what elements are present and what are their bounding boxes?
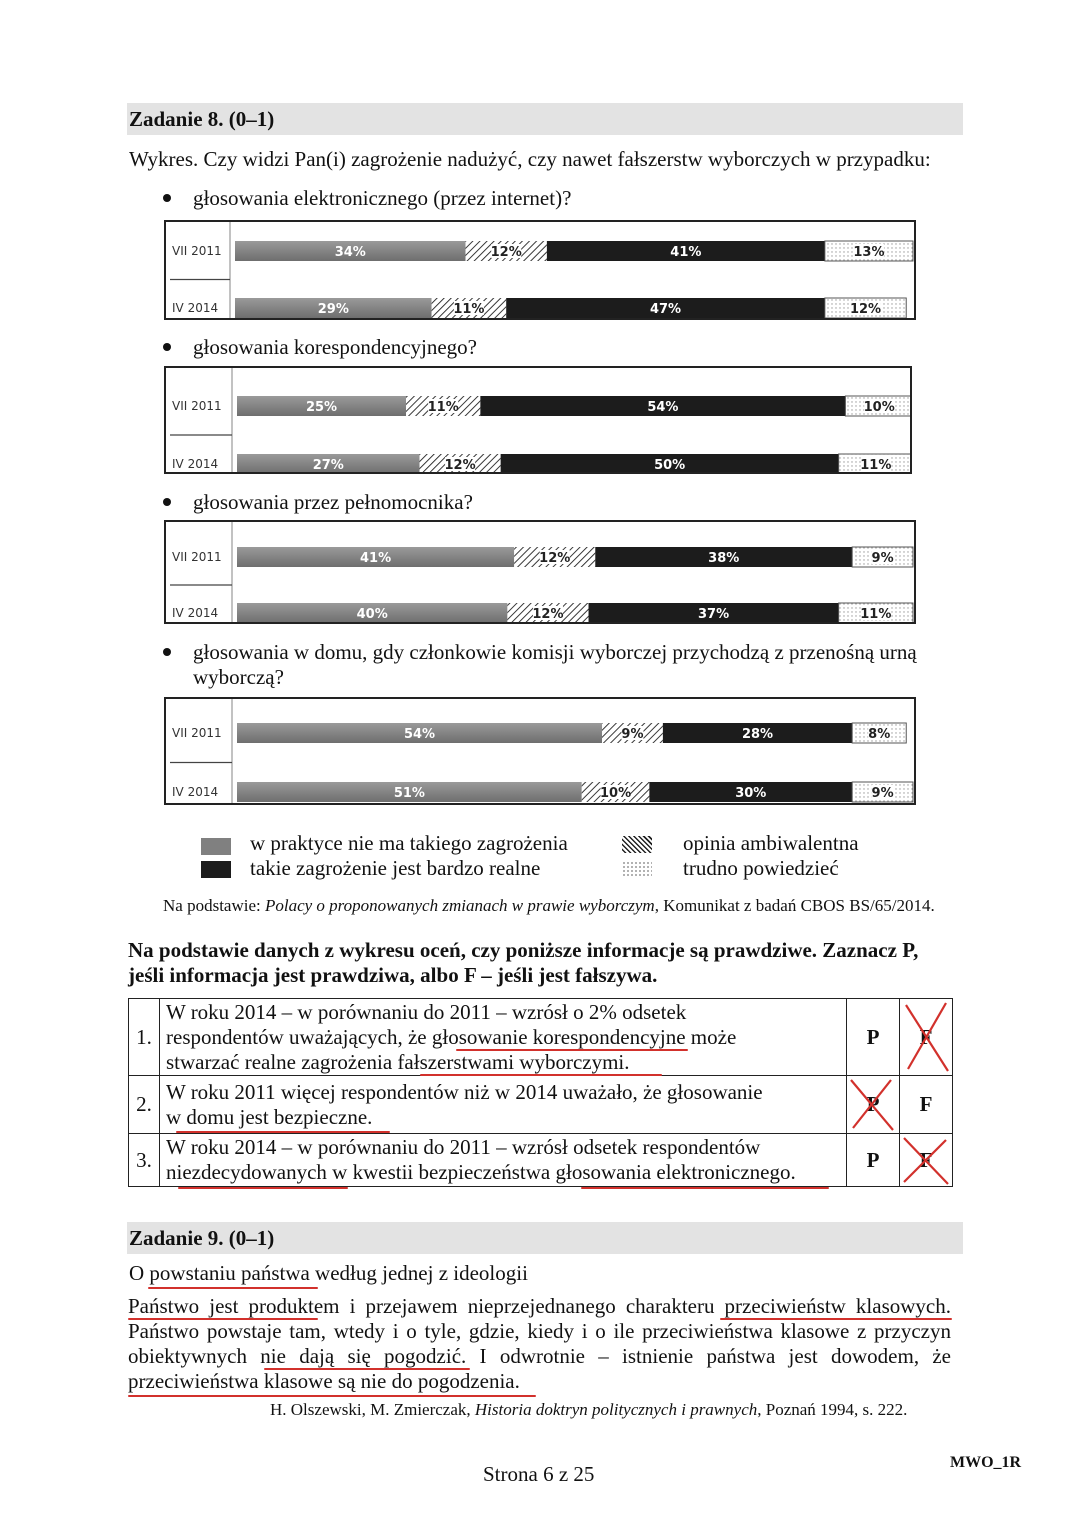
bullet-text-1: głosowania elektronicznego (przez internet)? bbox=[193, 186, 572, 210]
value-label: 29% bbox=[317, 302, 349, 317]
value-label: 41% bbox=[360, 551, 392, 566]
table-row bbox=[129, 999, 953, 1076]
value-label: 8% bbox=[868, 727, 891, 742]
legend-label-gray: w praktyce nie ma takiego zagrożenia bbox=[250, 831, 568, 855]
statement-text: W roku 2011 więcej respondentów niż w 2014 uważało, że głosowanie w domu jest bezpieczne. bbox=[160, 1076, 847, 1134]
legend-swatch-hatch bbox=[622, 836, 652, 853]
exam-code: MWO_1R bbox=[950, 1454, 1022, 1471]
legend-swatch-gray bbox=[201, 838, 231, 855]
handwritten-underline bbox=[148, 1287, 318, 1289]
value-label: 47% bbox=[649, 302, 682, 317]
option-f-crossed[interactable]: F bbox=[900, 999, 953, 1076]
cross-mark-icon bbox=[900, 1134, 952, 1187]
option-p[interactable]: P bbox=[847, 999, 900, 1076]
task9-paragraph-line: obiektywnych nie dają się pogodzić. I odwrotnie – istnienie państwa jest dowodem, że bbox=[128, 1344, 951, 1368]
option-f-crossed[interactable]: F bbox=[900, 1134, 953, 1187]
chart-proxy-voting bbox=[164, 520, 916, 624]
handwritten-underline bbox=[581, 1187, 829, 1189]
statement-number: 1. bbox=[129, 999, 160, 1076]
statement-text: W roku 2014 – w porównaniu do 2011 – wzrósł o 2% odsetek respondentów uważających, że głosowanie korespondencyjne może stwarzać realne zagrożenia fałszerstwami wyborczymi. bbox=[160, 999, 847, 1076]
statement-text: W roku 2014 – w porównaniu do 2011 – wzrósł odsetek respondentów niezdecydowanych w kwestii bezpieczeństwa głosowania elektronicznego. bbox=[160, 1134, 847, 1187]
table-row bbox=[129, 1076, 953, 1134]
option-p-crossed[interactable]: P bbox=[847, 1076, 900, 1134]
legend-label-hatch: opinia ambiwalentna bbox=[683, 831, 859, 855]
task9-title: O powstaniu państwa według jednej z ideologii bbox=[129, 1261, 528, 1285]
category-label: VII 2011 bbox=[172, 550, 222, 564]
category-label: VII 2011 bbox=[172, 244, 222, 258]
category-label: IV 2014 bbox=[172, 457, 219, 471]
task9-paragraph-line: Państwo powstaje tam, wtedy i o tyle, gdzie, kiedy i o ile przeciwieństwa klasowe z przyczyn bbox=[128, 1319, 951, 1343]
bullet bbox=[163, 194, 171, 202]
value-label: 40% bbox=[356, 607, 388, 622]
cross-mark-icon bbox=[847, 1076, 899, 1134]
category-label: IV 2014 bbox=[172, 785, 219, 799]
legend-swatch-dots bbox=[622, 861, 652, 878]
legend-label-dots: trudno powiedzieć bbox=[683, 856, 839, 880]
true-false-table bbox=[128, 998, 953, 1187]
page-number: Strona 6 z 25 bbox=[483, 1462, 595, 1486]
chart-home-voting bbox=[164, 697, 916, 805]
value-label: 34% bbox=[334, 245, 366, 260]
chart-postal-voting bbox=[164, 366, 912, 474]
handwritten-underline bbox=[456, 1049, 688, 1051]
task9-source: H. Olszewski, M. Zmierczak, Historia doktryn politycznych i prawnych, Poznań 1994, s. 222. bbox=[270, 1400, 908, 1419]
value-label: 51% bbox=[393, 786, 425, 801]
task9-paragraph-line: przeciwieństwa klasowe są nie do pogodzenia. bbox=[128, 1369, 520, 1393]
value-label: 50% bbox=[654, 458, 686, 472]
value-label: 28% bbox=[741, 727, 774, 742]
handwritten-underline bbox=[176, 1131, 390, 1133]
task8-header: Zadanie 8. (0–1) bbox=[127, 103, 963, 135]
category-label: VII 2011 bbox=[172, 399, 222, 413]
value-label: 38% bbox=[708, 551, 740, 566]
value-label: 9% bbox=[871, 551, 894, 566]
bullet-text-3: głosowania przez pełnomocnika? bbox=[193, 490, 473, 514]
handwritten-underline bbox=[128, 1395, 536, 1397]
bullet bbox=[163, 498, 171, 506]
value-label: 41% bbox=[670, 245, 702, 260]
task8-instruction-1: Na podstawie danych z wykresu oceń, czy poniższe informacje są prawdziwe. Zaznacz P, bbox=[128, 938, 919, 962]
handwritten-underline bbox=[720, 1318, 952, 1320]
value-label: 10% bbox=[599, 786, 632, 801]
value-label: 9% bbox=[871, 786, 894, 801]
value-label: 27% bbox=[312, 458, 344, 472]
value-label: 11% bbox=[427, 400, 459, 415]
value-label: 13% bbox=[853, 245, 885, 260]
value-label: 30% bbox=[735, 786, 767, 801]
category-label: IV 2014 bbox=[172, 301, 219, 315]
category-label: IV 2014 bbox=[172, 606, 219, 620]
category-label: VII 2011 bbox=[172, 726, 222, 740]
value-label: 11% bbox=[453, 302, 485, 317]
option-f[interactable]: F bbox=[900, 1076, 953, 1134]
cross-mark-icon bbox=[900, 999, 952, 1076]
value-label: 37% bbox=[698, 607, 730, 622]
handwritten-underline bbox=[178, 1187, 348, 1189]
value-label: 12% bbox=[444, 458, 476, 472]
legend-label-black: takie zagrożenie jest bardzo realne bbox=[250, 856, 541, 880]
value-label: 11% bbox=[860, 607, 892, 622]
task8-question: Wykres. Czy widzi Pan(i) zagrożenie nadużyć, czy nawet fałszerstw wyborczych w przypadku: bbox=[129, 147, 931, 171]
chart-source: Na podstawie: Polacy o proponowanych zmianach w prawie wyborczym, Komunikat z badań CBOS BS/65/2014. bbox=[163, 896, 935, 915]
value-label: 11% bbox=[860, 458, 892, 472]
handwritten-underline bbox=[264, 1368, 470, 1370]
statement-number: 2. bbox=[129, 1076, 160, 1134]
value-label: 12% bbox=[539, 551, 571, 566]
task9-paragraph-line: Państwo jest produktem i przejawem nieprzejednanego charakteru przeciwieństw klasowych. bbox=[128, 1294, 951, 1318]
chart-electronic-voting bbox=[164, 220, 916, 320]
value-label: 12% bbox=[532, 607, 564, 622]
value-label: 25% bbox=[305, 400, 338, 415]
value-label: 54% bbox=[647, 400, 679, 415]
bullet bbox=[163, 648, 171, 656]
task8-instruction-2: jeśli informacja jest prawdziwa, albo F – jeśli jest fałszywa. bbox=[128, 963, 658, 987]
bullet bbox=[163, 343, 171, 351]
option-p[interactable]: P bbox=[847, 1134, 900, 1187]
bullet-text-4: głosowania w domu, gdy członkowie komisji wyborczej przychodzą z przenośną urną bbox=[193, 640, 917, 664]
task9-header: Zadanie 9. (0–1) bbox=[127, 1222, 963, 1254]
legend-swatch-black bbox=[201, 861, 231, 878]
value-label: 54% bbox=[403, 727, 436, 742]
value-label: 10% bbox=[863, 400, 895, 415]
statement-number: 3. bbox=[129, 1134, 160, 1187]
bullet-text-4-cont: wyborczą? bbox=[193, 665, 284, 689]
bullet-text-2: głosowania korespondencyjnego? bbox=[193, 335, 478, 359]
handwritten-underline bbox=[128, 1318, 318, 1320]
table-row bbox=[129, 1134, 953, 1187]
value-label: 12% bbox=[490, 245, 522, 260]
value-label: 12% bbox=[849, 302, 882, 317]
handwritten-underline bbox=[420, 1074, 662, 1076]
value-label: 9% bbox=[621, 727, 644, 742]
